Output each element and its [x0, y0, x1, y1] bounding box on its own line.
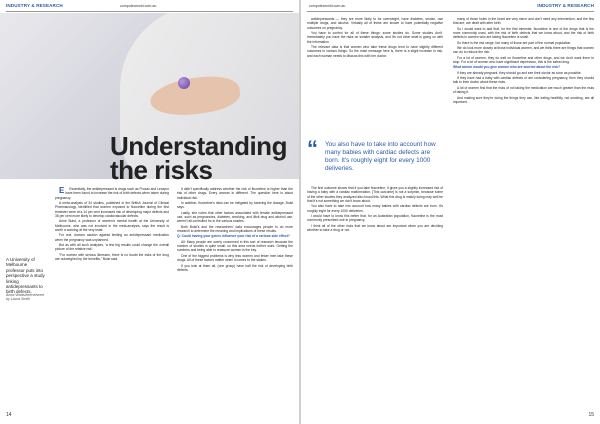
- paragraph: One of the biggest problems is why less women and fewer men take these drugs. All of these factors matter when it comes to the stakes.: [177, 253, 293, 263]
- paragraph: Both Buist's and the researchers' data encourages people to do more research to determine the meaning and implications of these results.: [177, 224, 293, 234]
- pull-quote-text: You also have to take into account how many babies with cardiac defects are born. It's roughly eight for every 1000 deliveries.: [325, 141, 436, 172]
- paragraph: If they are already pregnant, they should go and see their doctor as soon as possible.: [457, 70, 582, 75]
- paragraph: But as with all such analyses, 'a few big results could change the overall picture of the relative risk'.: [55, 243, 169, 252]
- paragraph: If they have had a baby with cardiac defects or are considering pregnancy, then they should talk to their doctor about these risks.: [453, 76, 594, 85]
- left-column-2: [177, 187, 293, 273]
- paragraph: Lastly, she notes that other factors associated with female antidepressant use, such as pregnancies, diabetes, smoking, and illicit drug and alcohol use, weren't all controlled for in the various studies.: [177, 210, 293, 224]
- paragraph: For one, doctors caution against limiting an antidepressant medication when the pregnancy was unplanned.: [55, 233, 169, 242]
- paragraph: "For women with serious illnesses, there is no doubt the risks of the drug are outweighed by the benefits," Buist said.: [55, 252, 169, 262]
- paragraph: You also have to take into account how many babies with cardiac defects are born. It's roughly eight for every 1000 deliveries.: [307, 204, 443, 213]
- paragraph: For a lot of women, they do well on fluoxetine and other drugs, and we don't want them to stop. For a lot of women who have significant depression, this is the safest drug.: [453, 55, 594, 65]
- left-column-1: [55, 187, 169, 263]
- paragraph: A lot of women find that the risks of not taking the medication are much greater than the risks of taking it.: [453, 85, 594, 95]
- paragraph: The relevant data is that women who take these drugs tend to have slightly different outcomes in various things. So the main message here is, there is a slight increase in risk, and each woman needs to discuss this with her doctor.: [307, 45, 443, 58]
- paragraph: Anne Buist, a professor of women's mental health at the University of Melbourne, who was not involved in the meta-analysis, says the result is worth a warning at the very least.: [55, 219, 169, 233]
- page-number: 14: [6, 412, 12, 418]
- left-page: [0, 0, 299, 424]
- byline: Anna Watts/interviewed by Laura Smith: [6, 293, 44, 302]
- paragraph: A meta-analysis of 34 studies, published in the British Journal of Clinical Pharmacology, identified that women exposed to fluoxetine during the first trimester were at a 14 per cent increased risk of developing major defects and 36 per cent more likely to develop cardiovascular defects.: [55, 201, 169, 219]
- paragraph: In addition, fluoxetine's risks can be mitigated by lowering the dosage, Buist says.: [177, 201, 293, 210]
- question-heading: Q: Could having your genes influence your risk of a serious side effect?: [177, 234, 290, 239]
- header-url: computerworld.com.au: [309, 4, 346, 8]
- header-url: computerworld.com.au: [120, 4, 157, 8]
- standfirst: A University of Melbourne professor puts into perspective a study linking antidepressants to birth defects.: [6, 257, 45, 295]
- header-rule: [307, 11, 594, 12]
- paragraph: It didn't specifically address whether the risk of fluoxetine is higher than the risk of other drugs. Every woman is different. The question here is about individual risk.: [177, 187, 293, 200]
- question-heading: What advice would you give women who are worried about the risk?: [453, 65, 560, 70]
- paragraph: You have to control for all of these things: some studies do. Some studies don't. Immediately you have the risks on smaller analysis, and it's not clear what is going on with the information.: [307, 31, 443, 44]
- page-number: 15: [588, 412, 594, 418]
- section-header: INDUSTRY & RESEARCH: [537, 3, 594, 8]
- article-title: Understanding the risks: [110, 131, 287, 185]
- paragraph: many of those holes in the heart are very minor and don't need any intervention, and the few that are, are dealt with after birth.: [453, 17, 594, 26]
- paragraph: All: Many people are overly concerned in this sort of research because the number of studies is quite small, so this area needs further work. Getting the numbers and being able to reassure women is the key.: [177, 239, 293, 253]
- pull-quote: [307, 136, 443, 173]
- drop-cap: E: [59, 186, 65, 195]
- paragraph: And making sure they're doing the things they can, like eating healthily, not smoking, are all important.: [453, 95, 594, 104]
- right-page: [301, 0, 600, 424]
- pill-icon: [178, 77, 190, 89]
- right-column-2: [453, 17, 594, 105]
- right-column-1-top: [307, 17, 443, 59]
- paragraph: I think all of the other risks that we know about are important when you are deciding whether to take a drug or not.: [307, 223, 443, 233]
- paragraph: If you look at them all, (one group) have half the risk of developing birth defects.: [177, 263, 293, 272]
- paragraph: antidepressants — they are more likely to be overweight, have diabetes, smoke, use multiple drugs, and alcohol. Virtually all of these are known to have potentially negative outcomes on pregnancy.: [307, 17, 443, 30]
- right-column-1-bottom: [307, 186, 443, 233]
- paragraph: The first outcome shows that if you take fluoxetine, it gives you a slightly increased risk of having a baby with a cardiac malformation. [This outcome] is not a surprise, because some of the other studies they analyzed also found this. What this drug is mainly doing may well be that it's not something we don't know about.: [307, 186, 443, 204]
- section-header: INDUSTRY & RESEARCH: [6, 3, 63, 8]
- header-rule: [6, 11, 293, 12]
- paragraph: So I would want to add that, for the first trimester, fluoxetine is one of the drugs that is the more commonly used, with the risk of birth defects that we know about, and the risk of birth defects in women who are taking fluoxetine is small.: [453, 26, 594, 40]
- paragraph: E Essentially, the antidepressant is drugs such as Prozac and Lexapro have been found to increase the risk of birth defects when taken during pregnancy.: [55, 186, 169, 200]
- quote-mark-icon: “: [307, 136, 318, 161]
- paragraph: We do look more closely at those individual women, and we think there are things that women can do to reduce the risk.: [453, 46, 594, 55]
- paragraph: I would have to know this better that, for an Australian population, fluoxetine is the most commonly prescribed one in pregnancy.: [307, 214, 443, 223]
- paragraph: So there is the risk range, but many of those are part of the normal population.: [457, 40, 572, 45]
